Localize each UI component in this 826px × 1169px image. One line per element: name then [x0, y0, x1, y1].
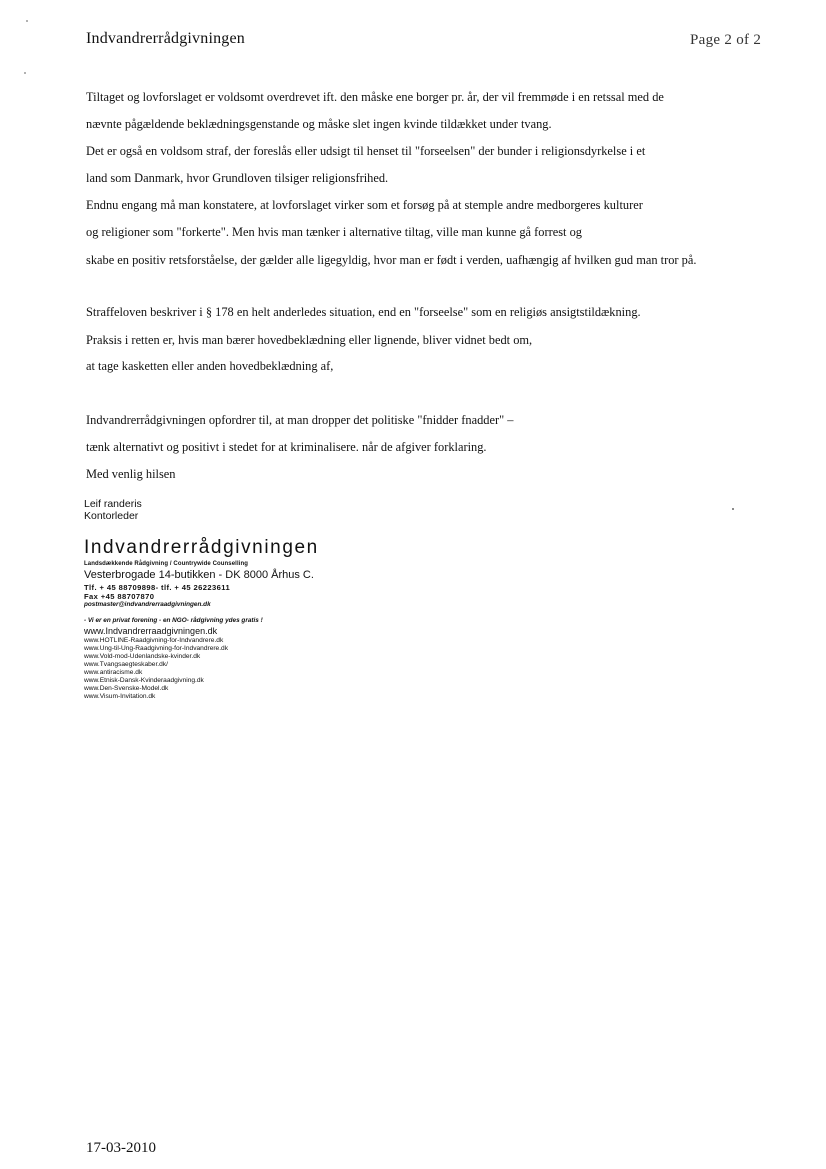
document-header-title: Indvandrerrådgivningen: [86, 30, 246, 47]
body-line: skabe en positiv retsforståelse, der gælder alle ligegyldig, hvor man er født i verden, uafhængig af hvilken gud man tror på.: [86, 253, 697, 267]
body-line: Endnu engang må man konstatere, at lovforslaget virker som et forsøg på at stemple andre medborgeres kulturer: [86, 198, 643, 212]
website-link: www.Etnisk-Dansk-Kvinderaadgivning.dk: [84, 677, 204, 684]
website-link: www.Tvangsaegteskaber.dk/: [84, 661, 168, 668]
organization-subtitle: Landsdækkende Rådgivning / Countrywide Counselling: [84, 561, 249, 567]
body-line: Praksis i retten er, hvis man bærer hovedbeklædning eller lignende, bliver vidnet bedt om,: [86, 333, 533, 347]
organization-tagline: - Vi er en privat forening - en NGO- rådgivning ydes gratis !: [84, 617, 263, 624]
body-line: land som Danmark, hvor Grundloven tilsiger religionsfrihed.: [86, 171, 389, 185]
website-link: www.HOTLINE-Raadgivning-for-Indvandrere.dk: [84, 637, 224, 644]
website-link: www.Ung-til-Ung-Raadgivning-for-Indvandrere.dk: [84, 645, 229, 652]
scan-speck: [24, 72, 26, 74]
website-link: www.Den-Svenske-Model.dk: [84, 685, 169, 692]
signer-role: Kontorleder: [84, 510, 139, 522]
organization-fax: Fax +45 88707870: [84, 592, 155, 601]
organization-phone: Tlf. + 45 88709898- tlf. + 45 26223611: [84, 583, 231, 592]
body-line: Straffeloven beskriver i § 178 en helt anderledes situation, end en "forseelse" som en religiøs ansigtstildækning.: [86, 305, 641, 319]
body-line: og religioner som "forkerte". Men hvis man tænker i alternative tiltag, ville man kunne gå forrest og: [86, 225, 582, 239]
body-line: nævnte pågældende beklædningsgenstande og måske slet ingen kvinde tildækket under tvang.: [86, 117, 552, 131]
website-link: www.Visum-Invitation.dk: [84, 693, 156, 700]
website-link: www.antiracisme.dk: [84, 669, 143, 676]
body-line: Det er også en voldsom straf, der foreslås eller udsigt til henset til "forseelsen" der bunder i religionsdyrkelse i et: [86, 144, 646, 158]
scan-speck: [732, 508, 734, 510]
organization-website: www.Indvandrerraadgivningen.dk: [84, 626, 218, 636]
website-link: www.Vold-mod-Udenlandske-kvinder.dk: [84, 653, 201, 660]
document-date: 17-03-2010: [86, 1140, 156, 1156]
body-line: tænk alternativt og positivt i stedet for at kriminalisere. når de afgiver forklaring.: [86, 440, 487, 454]
page-number: Page 2 of 2: [690, 32, 762, 48]
scan-speck: [26, 20, 28, 22]
signer-name: Leif randeris: [84, 498, 142, 510]
body-line: at tage kasketten eller anden hovedbeklædning af,: [86, 359, 334, 373]
closing-salutation: Med venlig hilsen: [86, 467, 176, 481]
body-line: Indvandrerrådgivningen opfordrer til, at man dropper det politiske "fnidder fnadder" –: [86, 413, 514, 427]
organization-logo-text: Indvandrerrådgivningen: [84, 537, 319, 558]
organization-address: Vesterbrogade 14-butikken - DK 8000 Århus C.: [84, 569, 314, 581]
body-line: Tiltaget og lovforslaget er voldsomt overdrevet ift. den måske ene borger pr. år, der vil fremmøde i en retssal med de: [86, 90, 664, 104]
organization-email: postmaster@indvandrerraadgivningen.dk: [84, 601, 211, 608]
